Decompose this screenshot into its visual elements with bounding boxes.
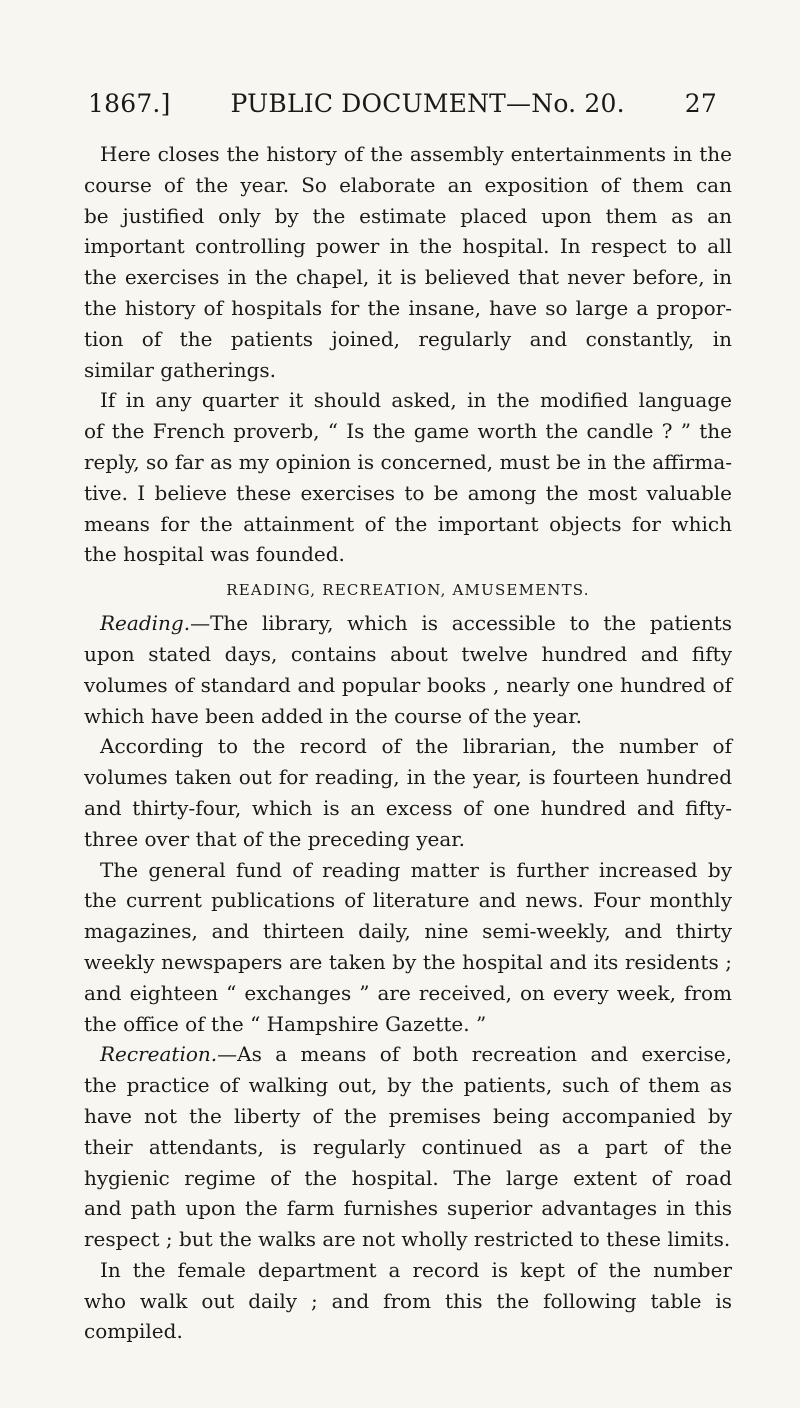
body-text: [84, 139, 732, 1347]
text-line: and thirty-four, which is an excess of one hundred and fifty-: [84, 795, 732, 820]
running-head: [88, 88, 717, 120]
text-line: [84, 1039, 732, 1070]
text-line: important controlling power in the hospital. In respect to all: [84, 234, 732, 259]
header-title: PUBLIC DOCUMENT—No. 20.: [230, 89, 625, 118]
text-line: and path upon the farm furnishes superior advantages in this: [84, 1196, 732, 1221]
paragraph-reading-matter: [84, 855, 732, 1040]
text-line: The general fund of reading matter is further increased by: [100, 857, 732, 882]
text-line: have not the liberty of the premises being accompanied by: [84, 1103, 732, 1128]
header-page-number: 27: [684, 89, 717, 118]
text-line: tion of the patients joined, regularly and constantly, in: [84, 326, 732, 351]
text-line: weekly newspapers are taken by the hospital and its residents ;: [84, 949, 732, 974]
text-line: the current publications of literature and news. Four monthly: [84, 888, 732, 913]
text-line: reply, so far as my opinion is concerned, must be in the affirma-: [84, 449, 732, 474]
text-line: and eighteen “ exchanges ” are received, on every week, from: [84, 980, 732, 1005]
text-line: [84, 608, 732, 639]
text-line: the history of hospitals for the insane, have so large a propor-: [84, 295, 732, 320]
text-line: means for the attainment of the important objects for which: [84, 511, 732, 536]
reading-line: —The library, which is accessible to the patients: [190, 611, 732, 636]
text-line: upon stated days, contains about twelve hundred and fifty: [84, 641, 732, 666]
text-line: respect ; but the walks are not wholly restricted to these limits.: [84, 1227, 731, 1252]
text-line: be justified only by the estimate placed upon them as an: [84, 203, 732, 228]
paragraph-assembly: [84, 139, 732, 385]
text-line: the office of the “ Hampshire Gazette. ”: [84, 1011, 487, 1036]
section-heading: READING, RECREATION, AMUSEMENTS.: [226, 581, 590, 600]
text-line: their attendants, is regularly continued as a part of the: [84, 1134, 732, 1159]
text-line: which have been added in the course of the year.: [84, 703, 582, 728]
text-line: volumes taken out for reading, in the year, is fourteen hundred: [84, 765, 732, 790]
text-line: magazines, and thirteen daily, nine semi-weekly, and thirty: [84, 919, 732, 944]
text-line: tive. I believe these exercises to be among the most valuable: [84, 480, 732, 505]
text-line: course of the year. So elaborate an exposition of them can: [84, 172, 732, 197]
text-line: who walk out daily ; and from this the following table is: [84, 1288, 732, 1313]
text-line: of the French proverb, “ Is the game worth the candle ? ” the: [84, 419, 732, 444]
text-line: three over that of the preceding year.: [84, 826, 466, 851]
text-line: volumes of standard and popular books , nearly one hundred of: [84, 672, 732, 697]
text-line: compiled.: [84, 1319, 183, 1344]
text-line: the hospital was founded.: [84, 542, 345, 567]
text-line: hygienic regime of the hospital. The large extent of road: [84, 1165, 732, 1190]
text-line: If in any quarter it should asked, in the modified language: [100, 388, 732, 413]
paragraph-reading: [84, 608, 732, 731]
recreation-lead: Recreation.: [100, 1042, 218, 1067]
paragraph-proverb: [84, 385, 732, 570]
text-line: Here closes the history of the assembly entertainments in the: [100, 142, 732, 166]
recreation-line: —As a means of both recreation and exercise,: [217, 1042, 732, 1067]
paragraph-female-department: [84, 1255, 732, 1347]
reading-lead: Reading.: [100, 611, 191, 636]
header-year: 1867.]: [88, 89, 171, 118]
text-line: According to the record of the librarian, the number of: [100, 734, 732, 759]
paragraph-librarian: [84, 731, 732, 854]
text-line: the exercises in the chapel, it is believed that never before, in: [84, 265, 732, 290]
text-line: the practice of walking out, by the patients, such of them as: [84, 1073, 732, 1098]
text-line: similar gatherings.: [84, 357, 277, 382]
text-line: In the female department a record is kept of the number: [100, 1257, 732, 1282]
paragraph-recreation: [84, 1039, 732, 1255]
